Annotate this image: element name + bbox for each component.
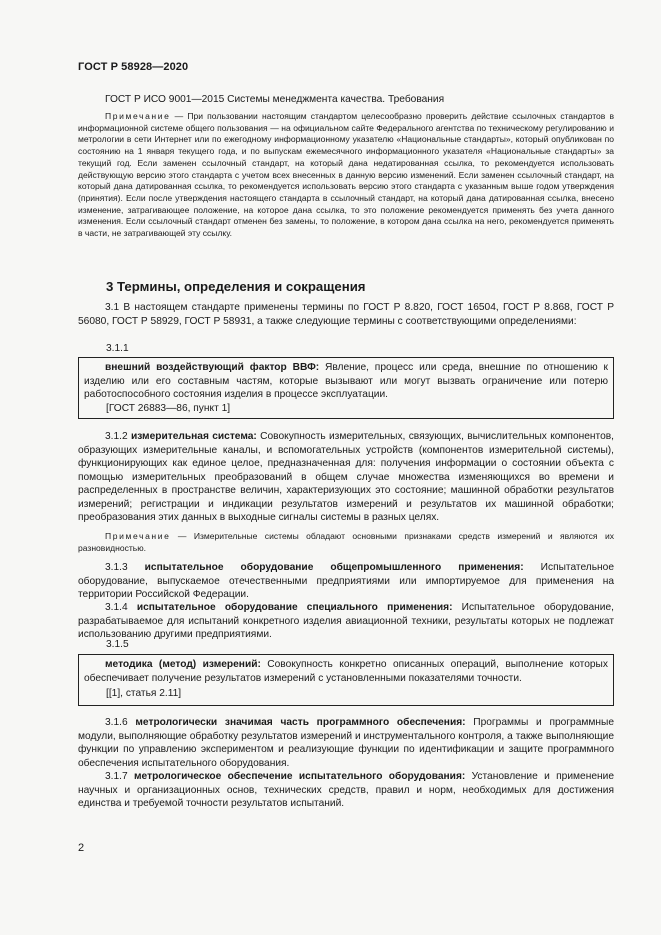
document-header: ГОСТ Р 58928—2020 <box>78 61 189 73</box>
term-3-1-1 <box>78 358 614 405</box>
term-definition: Испытательное оборудование, выпускаемое отечественными предприятиями или импортируемое для применения на территории Российской Федерации. <box>78 562 614 600</box>
paragraph-3-1-3: 3.1.3 испытательное оборудование общепромышленного применения: Испытательное оборудование, выпускаемое отечественными предприятиями или импортируемое для применения на территории Российской Федерации. <box>78 562 614 600</box>
clause-number-3-1-1: 3.1.1 <box>106 343 129 354</box>
term-box-3-1-1 <box>78 357 614 419</box>
term-box-3-1-5 <box>78 654 614 706</box>
paragraph-3-1-7: 3.1.7 метрологическое обеспечение испытательного оборудования: Установление и применение научных и организационных основ, технических средств, правил и норм, необходимых для достижения единства и требуемой точности результатов испытаний. <box>78 771 614 809</box>
note-text: — При пользовании настоящим стандартом целесообразно проверить действие ссылочных стандартов в информационной системе общего пользования — на официальном сайте Федерального агентства по техническому регулированию и метрологии в сети Интернет или по ежегодному информационному указателю «Национальные стандарты», который опубликован по состоянию на 1 января текущего года, и по выпускам ежемесячного информационного указателя «Национальные стандарты» за текущий год. Если заменен ссылочный стандарт, на который дана недатированная ссылка, то рекомендуется использовать действующую версию этого стандарта с учетом всех внесенных в данную версию изменений. Если заменен ссылочный стандарт, на который дана датированная ссылка, то рекомендуется использовать версию этого стандарта с указанным выше годом утверждения (принятия). Если после утверждения настоящего стандарта в ссылочный стандарт, на который дана датированная ссылка, внесено изменение, затрагивающее положение, на которое дана ссылка, то это положение рекомендуется применять без учета данного изменения. Если ссылочный стандарт отменен без замены, то положение, в котором дана ссылка на него, рекомендуется применять в части, не затрагивающей эту ссылку. <box>78 111 614 239</box>
section-title: 3 Термины, определения и сокращения <box>106 279 366 294</box>
term-name: испытательное оборудование специального применения: <box>136 602 453 613</box>
term-definition: Установление и применение научных и организационных основ, технических средств, правил и норм, необходимых для достижения единства и требуемой точности результатов испытаний. <box>78 771 614 809</box>
paragraph-3-1-6: 3.1.6 метрологически значимая часть программного обеспечения: Программы и программные модули, выполняющие обработку результатов измерений и инструментального контроля, а также выполняющие функции по управлению экспериментом и реализующие функции по идентификации и защите программного обеспечения испытательного оборудования. <box>78 717 614 769</box>
term-definition: Явление, процесс или среда, внешние по отношению к изделию или его составным частям, которые вызывают или могут вызвать ограничение или потерю работоспособного состояния изделия в процессе эксплуатации. <box>84 362 608 400</box>
note-measurement-systems <box>78 531 614 554</box>
term-name: внешний воздействующий фактор ВВФ: <box>105 362 320 373</box>
term-definition: Программы и программные модули, выполняющие обработку результатов измерений и инструментального контроля, а также выполняющие функции по управлению экспериментом и реализующие функции по идентификации и защите программного обеспечения испытательного оборудования. <box>78 717 614 769</box>
page-number: 2 <box>78 842 85 854</box>
note-references <box>78 111 614 240</box>
term-name: методика (метод) измерений: <box>105 659 261 670</box>
term-name: метрологическое обеспечение испытательного оборудования: <box>134 771 466 782</box>
term-source: [[1], статья 2.11] <box>106 688 182 699</box>
reference-iso-9001: ГОСТ Р ИСО 9001—2015 Системы менеджмента качества. Требования <box>105 94 445 105</box>
note-label: Примечание <box>105 111 171 121</box>
note-label: Примечание <box>105 531 171 541</box>
paragraph-3-1-2: 3.1.2 измерительная система: Совокупность измерительных, связующих, вычислительных компонентов, образующих измерительные каналы, и вспомогательных устройств (компонентов измерительной системы), функционирующих как единое целое, предназначенная для: получения информации о состоянии объекта с помощью измерительных преобразований в общем случае множества изменяющихся во времени и распределенных в пространстве величин, характеризующих это состояние; машинной обработки результатов измерений; регистрации и индикации результатов измерений и результатов их машинной обработки; преобразования этих данных в выходные сигналы системы в разных целях. <box>78 431 614 523</box>
note-text: — Измерительные системы обладают основными признаками средств измерений и являются их разновидностью. <box>78 531 614 553</box>
term-3-1-5 <box>78 655 614 688</box>
term-source: [ГОСТ 26883—86, пункт 1] <box>106 403 231 414</box>
paragraph-3-1: 3.1 В настоящем стандарте применены термины по ГОСТ Р 8.820, ГОСТ 16504, ГОСТ Р 8.868, ГОСТ Р 56080, ГОСТ Р 58929, ГОСТ Р 58931, а также следующие термины с соответствующими определениями: <box>78 302 614 327</box>
term-name: метрологически значимая часть программного обеспечения: <box>135 717 466 728</box>
paragraph-3-1-4: 3.1.4 испытательное оборудование специального применения: Испытательное оборудование, разрабатываемое для испытаний конкретного изделия авиационной техники, результаты которых не подлежат использованию другими предприятиями. <box>78 602 614 640</box>
term-name: испытательное оборудование общепромышленного применения: <box>144 562 524 573</box>
term-definition: Испытательное оборудование, разрабатываемое для испытаний конкретного изделия авиационной техники, результаты которых не подлежат использованию другими предприятиями. <box>78 602 614 640</box>
clause-number-3-1-5: 3.1.5 <box>106 639 129 650</box>
term-name: измерительная система: <box>130 431 257 442</box>
term-definition: Совокупность конкретно описанных операций, выполнение которых обеспечивает получение результатов измерений с установленными показателями точности. <box>84 659 608 684</box>
term-definition: Совокупность измерительных, связующих, вычислительных компонентов, образующих измерительные каналы, и вспомогательных устройств (компонентов измерительной системы), функционирующих как единое целое, предназначенная для: получения информации о состоянии объекта с помощью измерительных преобразований в общем случае множества изменяющихся во времени и распределенных в пространстве величин, характеризующих это состояние; машинной обработки результатов измерений; регистрации и индикации результатов измерений и результатов их машинной обработки; преобразования этих данных в выходные сигналы системы в разных целях. <box>78 431 614 523</box>
